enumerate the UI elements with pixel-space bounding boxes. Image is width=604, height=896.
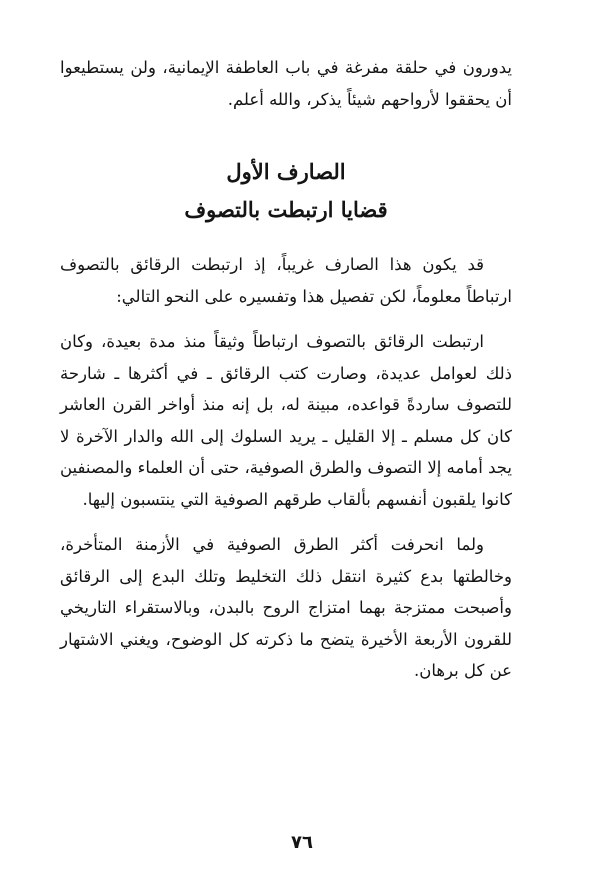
body-paragraph-2: ارتبطت الرقائق بالتصوف ارتباطاً وثيقاً منذ مدة بعيدة، وكان ذلك لعوامل عديدة، وصارت كتب الرقائق ـ في أكثرها ـ شارحة للتصوف ساردةً قواعده، مبينة له، بل إنه منذ أواخر القرن العاشر كان كل مسلم ـ إلا القليل ـ يريد السلوك إلى الله والدار الآخرة لا يجد أمامه إلا التصوف والطرق الصوفية، حتى أن العلماء والمصنفين كانوا يلقبون أنفسهم بألقاب طرقهم الصوفية التي ينتسبون إليها.: [60, 332, 512, 509]
body-paragraph-3: ولما انحرفت أكثر الطرق الصوفية في الأزمنة المتأخرة، وخالطتها بدع كثيرة انتقل ذلك التخليط وتلك البدع إلى الرقائق وأصبحت ممتزجة بهما امتزاج الروح بالبدن، وبالاستقراء التاريخي للقرون الأربعة الأخيرة يتضح ما ذكرته كل الوضوح، ويغني الاشتهار عن كل برهان.: [60, 535, 512, 680]
page-number: ٧٦: [291, 832, 313, 853]
intro-paragraph: يدورون في حلقة مفرغة في باب العاطفة الإيمانية، ولن يستطيعوا أن يحققوا لأرواحهم شيئاً يذكر، والله أعلم.: [60, 58, 512, 109]
body-paragraph-1: قد يكون هذا الصارف غريباً، إذ ارتبطت الرقائق بالتصوف ارتباطاً معلوماً، لكن تفصيل هذا وتفسيره على النحو التالي:: [60, 255, 512, 306]
heading-title: الصارف الأول: [226, 159, 346, 184]
section-heading: [60, 153, 512, 229]
page-content: [60, 52, 512, 701]
heading-subtitle: قضايا ارتبطت بالتصوف: [184, 197, 388, 222]
